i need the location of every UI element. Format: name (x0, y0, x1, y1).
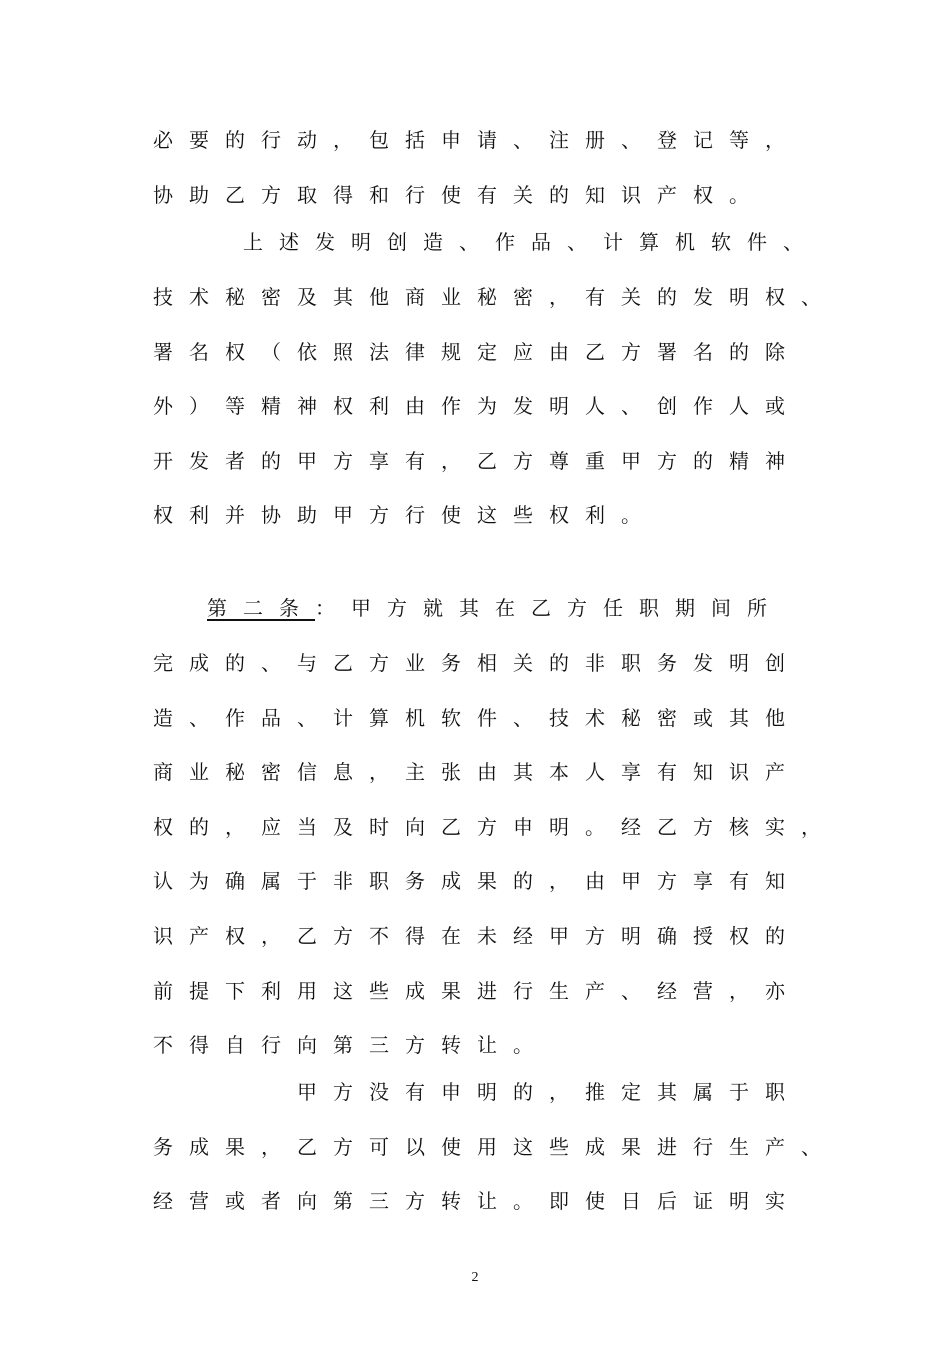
article-heading: 第二条 (207, 596, 315, 620)
text-line: 署名权（依照法律规定应由乙方署名的除 (153, 340, 801, 364)
text-line: 协助乙方取得和行使有关的知识产权。 (153, 183, 765, 207)
text-line: 前提下利用这些成果进行生产、经营，亦 (153, 979, 801, 1003)
text-line: 商业秘密信息，主张由其本人享有知识产 (153, 760, 801, 784)
paragraph-first-line: 上述发明创造、作品、计算机软件、 (243, 230, 819, 254)
paragraph-first-line: 甲方没有申明的，推定其属于职 (297, 1080, 801, 1104)
text-line: 务成果，乙方可以使用这些成果进行生产、 (153, 1135, 837, 1159)
text-line: 不得自行向第三方转让。 (153, 1033, 549, 1057)
text-line: 认为确属于非职务成果的，由甲方享有知 (153, 869, 801, 893)
text-line: 完成的、与乙方业务相关的非职务发明创 (153, 651, 801, 675)
text-line: 经营或者向第三方转让。即使日后证明实 (153, 1189, 801, 1213)
text-line: 技术秘密及其他商业秘密，有关的发明权、 (153, 285, 837, 309)
text-line: 识产权，乙方不得在未经甲方明确授权的 (153, 924, 801, 948)
article-heading-line (207, 596, 783, 620)
text-line: 必要的行动，包括申请、注册、登记等， (153, 128, 801, 152)
text-line: 权的，应当及时向乙方申明。经乙方核实， (153, 815, 837, 839)
text-line: 造、作品、计算机软件、技术秘密或其他 (153, 706, 801, 730)
text-line: 开发者的甲方享有，乙方尊重甲方的精神 (153, 449, 801, 473)
text-line: 权利并协助甲方行使这些权利。 (153, 503, 657, 527)
article-heading-rest: ：甲方就其在乙方任职期间所 (315, 596, 783, 620)
page-number: 2 (471, 1270, 479, 1285)
text-line: 外）等精神权利由作为发明人、创作人或 (153, 394, 801, 418)
